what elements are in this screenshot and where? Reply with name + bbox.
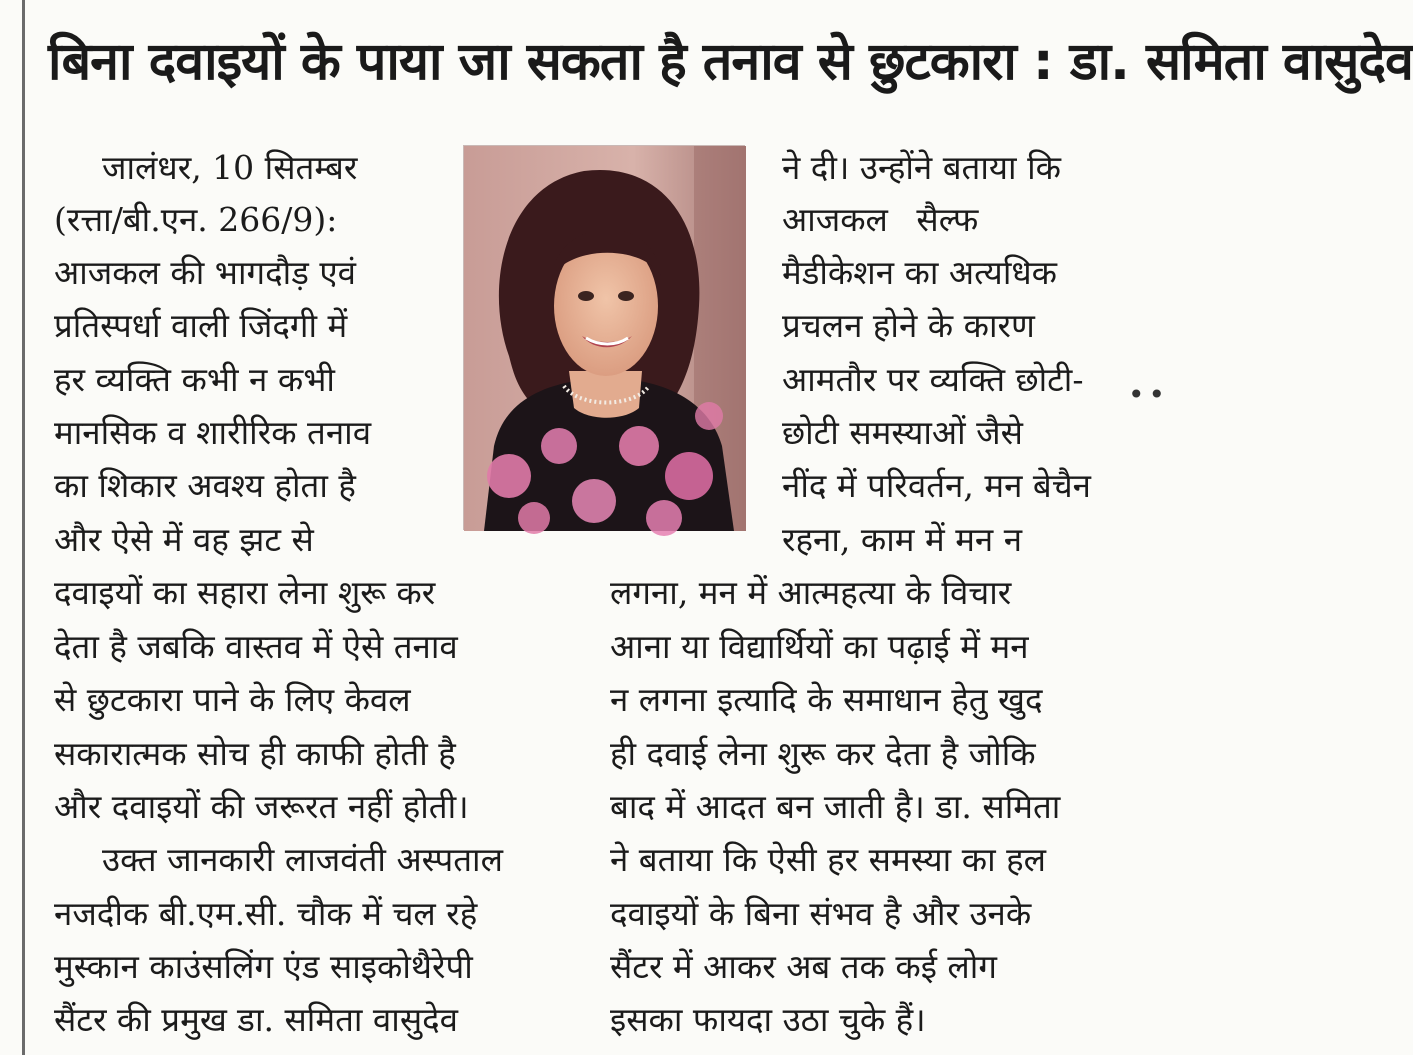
left-line-14: उक्त जानकारी लाजवंती अस्पताल [102,840,503,879]
left-line-6: मानसिक व शारीरिक तनाव [54,413,372,452]
page-left-rule [22,0,25,1055]
left-line-5: हर व्यक्ति कभी न कभी [54,360,335,399]
left-line-4: प्रतिस्पर्धा वाली जिंदगी में [54,306,348,345]
continuation-marker: •• [1128,378,1170,411]
right-line-16: सैंटर में आकर अब तक कई लोग [610,947,997,986]
left-line-9: दवाइयों का सहारा लेना शुरू कर [54,573,436,612]
left-line-8: और ऐसे में वह झट से [54,520,314,559]
left-line-2: (रत्ता/बी.एन. 266/9): [54,200,338,239]
right-line-3: मैडीकेशन का अत्यधिक [782,253,1058,292]
headline: बिना दवाइयों के पाया जा सकता है तनाव से छुटकारा : डा. समिता वासुदेव [48,32,1413,92]
left-line-10: देता है जबकि वास्तव में ऐसे तनाव [54,627,458,666]
left-line-3: आजकल की भागदौड़ एवं [54,253,356,292]
right-line-8: रहना, काम में मन न [782,520,1023,559]
right-line-12: ही दवाई लेना शुरू कर देता है जोकि [610,734,1036,773]
left-line-7: का शिकार अवश्य होता है [54,466,356,505]
right-line-6: छोटी समस्याओं जैसे [782,413,1023,452]
portrait-illustration [464,146,746,531]
right-line-1: ने दी। उन्होंने बताया कि [782,148,1061,187]
right-line-7: नींद में परिवर्तन, मन बेचैन [782,466,1091,505]
right-line-17: इसका फायदा उठा चुके हैं। [610,1000,926,1039]
right-line-15: दवाइयों के बिना संभव है और उनके [610,894,1032,933]
left-line-13: और दवाइयों की जरूरत नहीं होती। [54,787,469,826]
left-line-12: सकारात्मक सोच ही काफी होती है [54,734,456,773]
right-line-4: प्रचलन होने के कारण [782,306,1035,345]
right-line-10: आना या विद्यार्थियों का पढ़ाई में मन [610,627,1029,666]
left-line-17: सैंटर की प्रमुख डा. समिता वासुदेव [54,1000,458,1039]
left-line-1: जालंधर, 10 सितम्बर [102,148,358,187]
right-line-13: बाद में आदत बन जाती है। डा. समिता [610,787,1061,826]
right-line-5: आमतौर पर व्यक्ति छोटी- [782,360,1084,399]
right-line-14: ने बताया कि ऐसी हर समस्या का हल [610,840,1046,879]
right-line-11: न लगना इत्यादि के समाधान हेतु खुद [610,680,1043,719]
left-line-11: से छुटकारा पाने के लिए केवल [54,680,411,719]
right-line-2: आजकल सैल्फ [782,200,979,239]
portrait-photo [463,145,745,530]
left-line-16: मुस्कान काउंसलिंग एंड साइकोथैरेपी [54,947,473,986]
right-line-9: लगना, मन में आत्महत्या के विचार [610,573,1012,612]
left-line-15: नजदीक बी.एम.सी. चौक में चल रहे [54,894,478,933]
